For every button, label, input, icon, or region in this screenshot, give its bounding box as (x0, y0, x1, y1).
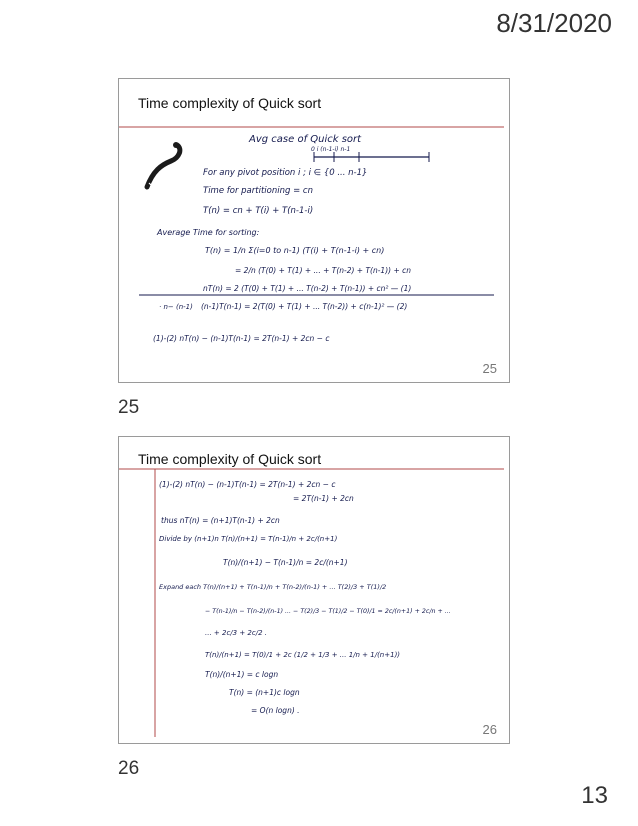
hw-line: nT(n) = 2 (T(0) + T(1) + ... T(n-2) + T(n-1)) + cn² — (1) (203, 284, 412, 293)
hw-line: T(n)/(n+1) = T(0)/1 + 2c (1/2 + 1/3 + ... 1/n + 1/(n+1)) (205, 651, 401, 659)
slide-25 (118, 78, 510, 383)
hw-line: = 2/n (T(0) + T(1) + ... + T(n-2) + T(n-1)) + cn (235, 266, 411, 275)
hw-line: Average Time for sorting: (157, 228, 260, 237)
hw-line: 0 i (n-1-i) n-1 (311, 146, 351, 153)
hw-heading: Avg case of Quick sort (249, 134, 362, 145)
page-number: 13 (581, 782, 608, 809)
hw-line: T(n) = cn + T(i) + T(n-1-i) (203, 206, 314, 216)
slide-26 (118, 436, 510, 744)
hw-line: Time for partitioning = cn (203, 186, 313, 196)
slide-number: 25 (482, 361, 497, 376)
slide-label: 25 (118, 397, 140, 418)
hw-line: − T(n-1)/n − T(n-2)/(n-1) ... − T(2)/3 − T(1)/2 − T(0)/1 = 2c/(n+1) + 2c/n + ... (205, 608, 451, 615)
handwritten-notes (119, 79, 509, 382)
hw-line: thus nT(n) = (n+1)T(n-1) + 2cn (161, 516, 280, 525)
hw-line: ... + 2c/3 + 2c/2 . (205, 629, 267, 637)
slide-title: Time complexity of Quick sort (138, 451, 322, 467)
hw-line: T(n)/(n+1) − T(n-1)/n = 2c/(n+1) (223, 558, 348, 567)
hw-line: (1)-(2) nT(n) − (n-1)T(n-1) = 2T(n-1) + 2cn − c (153, 334, 330, 343)
hw-line: (1)-(2) nT(n) − (n-1)T(n-1) = 2T(n-1) + 2cn − c (159, 480, 336, 489)
slide-number: 26 (482, 722, 497, 737)
hw-line: = O(n logn) . (251, 706, 300, 715)
hw-line: For any pivot position i ; i ∈ {0 ... n-1} (203, 168, 368, 178)
hw-line: · n− (n-1) (159, 303, 193, 311)
hw-line: (n-1)T(n-1) = 2(T(0) + T(1) + ... T(n-2)) + c(n-1)² — (2) (201, 302, 408, 311)
hw-line: Expand each T(n)/(n+1) + T(n-1)/n + T(n-2)/(n-1) + ... T(2)/3 + T(1)/2 (159, 583, 387, 591)
hw-line: T(n) = (n+1)c logn (229, 688, 300, 697)
slide-label: 26 (118, 758, 140, 779)
hw-line: T(n) = 1/n Σ(i=0 to n-1) (T(i) + T(n-1-i) + cn) (205, 246, 385, 255)
handwritten-notes (119, 437, 509, 743)
print-date: 8/31/2020 (496, 8, 612, 38)
hw-line: T(n)/(n+1) = c logn (205, 670, 279, 679)
hw-line: Divide by (n+1)n T(n)/(n+1) = T(n-1)/n + 2c/(n+1) (159, 535, 338, 543)
hw-line: = 2T(n-1) + 2cn (293, 494, 354, 503)
slide-title: Time complexity of Quick sort (138, 95, 322, 111)
